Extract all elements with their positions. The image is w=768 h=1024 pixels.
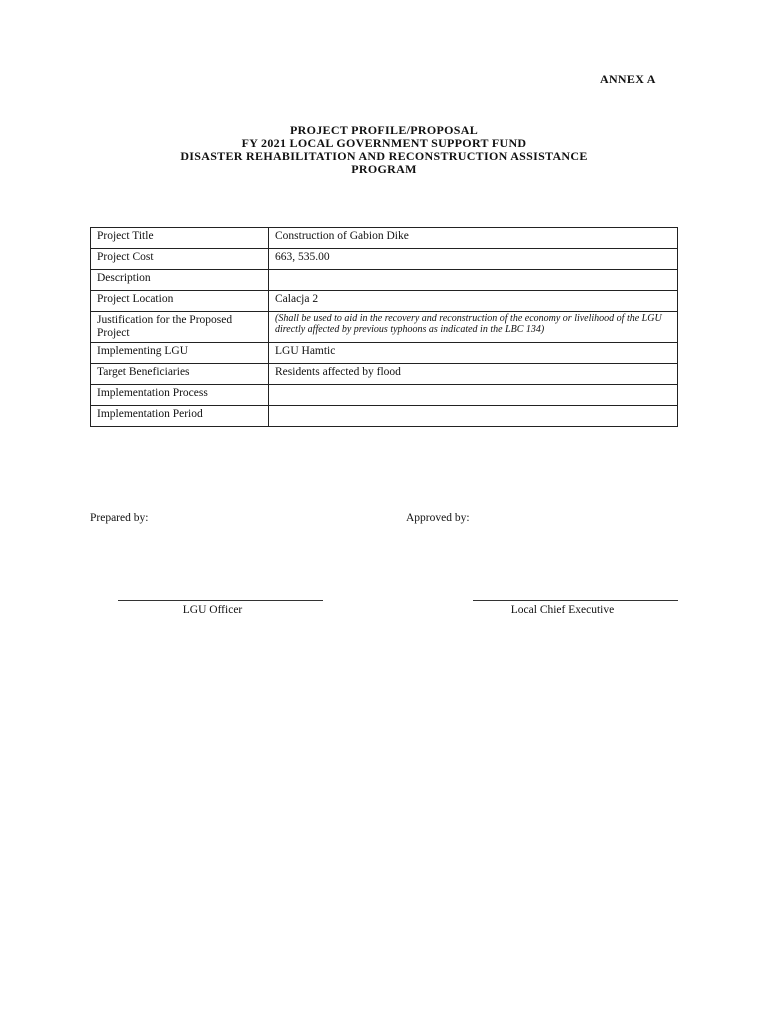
row-value-implementing-lgu: LGU Hamtic [269,343,678,364]
approved-signature-line [473,600,678,601]
prepared-by-label: Prepared by: [90,512,149,524]
row-value-project-title: Construction of Gabion Dike [269,228,678,249]
row-label-project-cost: Project Cost [91,249,269,270]
approved-by-name: Local Chief Executive [510,604,615,616]
heading-line-3: DISASTER REHABILITATION AND RECONSTRUCTION ASSISTANCE [180,149,588,163]
table-row [91,228,678,249]
table-row [91,343,678,364]
table-row [91,249,678,270]
row-label-justification: Justification for the Proposed Project [91,312,269,343]
row-label-project-location: Project Location [91,291,269,312]
table-row [91,312,678,343]
table-row [91,364,678,385]
heading-line-2: FY 2021 LOCAL GOVERNMENT SUPPORT FUND [241,136,527,150]
row-label-project-title: Project Title [91,228,269,249]
document-heading [0,124,768,176]
row-label-implementing-lgu: Implementing LGU [91,343,269,364]
prepared-by-name: LGU Officer [182,604,243,616]
project-profile-table [90,227,678,427]
table-row [91,291,678,312]
table-row [91,385,678,406]
annex-label: ANNEX A [600,72,656,86]
row-value-project-location: Calacja 2 [269,291,678,312]
row-value-implementation-process [269,385,678,406]
approved-by-label: Approved by: [406,512,470,524]
prepared-signature-line [118,600,323,601]
heading-line-4: PROGRAM [351,162,417,176]
table-row [91,270,678,291]
row-value-target-beneficiaries: Residents affected by flood [269,364,678,385]
row-label-implementation-process: Implementation Process [91,385,269,406]
row-value-implementation-period [269,406,678,427]
row-value-justification: (Shall be used to aid in the recovery and reconstruction of the economy or livelihood of the LGU directly affected by previous typhoons as indicated in the LBC 134) [269,312,678,343]
row-value-description [269,270,678,291]
row-value-project-cost: 663, 535.00 [269,249,678,270]
table-row [91,406,678,427]
row-label-target-beneficiaries: Target Beneficiaries [91,364,269,385]
heading-line-1: PROJECT PROFILE/PROPOSAL [290,123,478,137]
row-label-description: Description [91,270,269,291]
row-label-implementation-period: Implementation Period [91,406,269,427]
